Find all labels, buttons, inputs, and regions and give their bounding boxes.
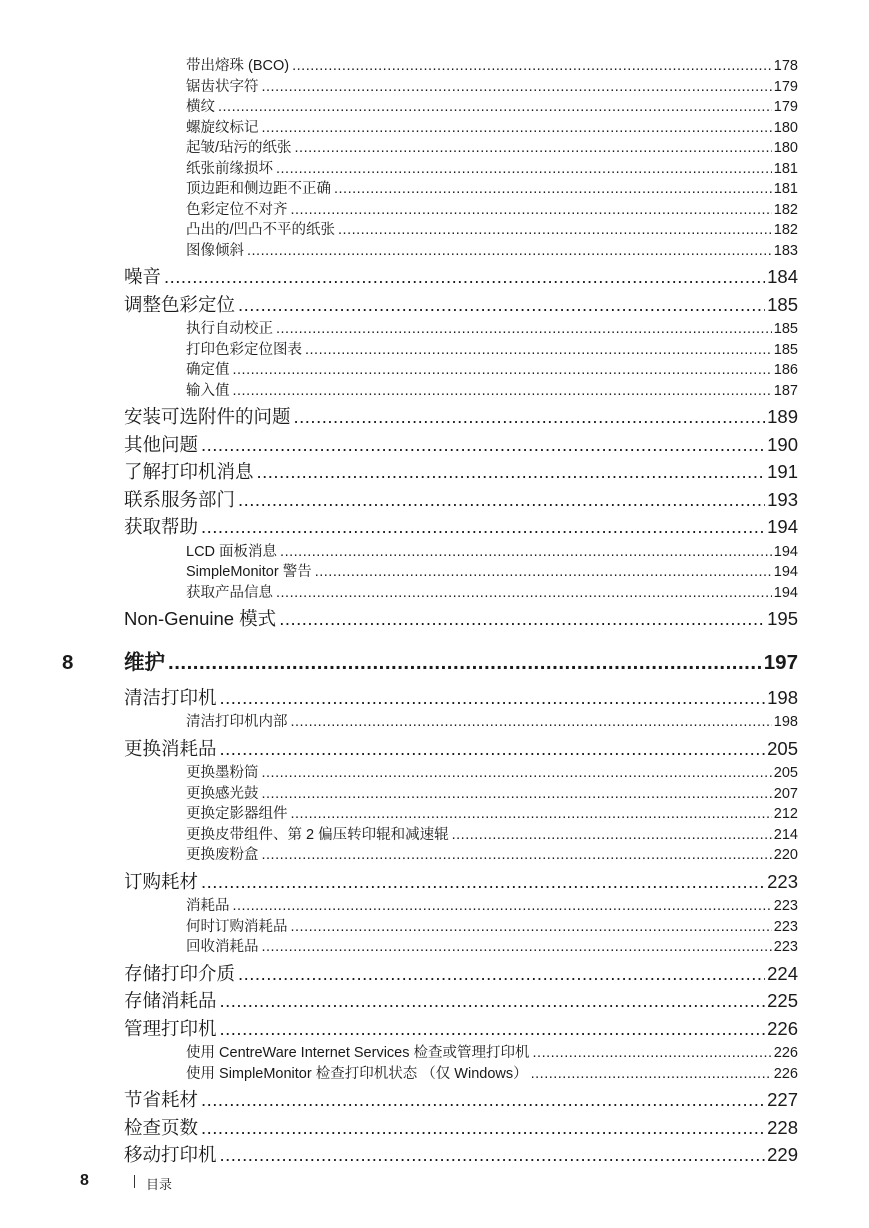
toc-entry-title: 确定值 xyxy=(186,362,230,378)
toc-entry[interactable] xyxy=(124,987,798,1015)
dot-leader xyxy=(218,97,772,118)
dot-leader xyxy=(334,179,772,200)
toc-entry[interactable] xyxy=(124,960,798,988)
dot-leader xyxy=(220,735,766,763)
toc-entry-title: 清洁打印机内部 xyxy=(186,714,288,730)
toc-entry-title: 输入值 xyxy=(186,382,230,399)
toc-entry[interactable] xyxy=(124,263,798,291)
toc-entry-page: 187 xyxy=(773,382,798,399)
toc-entry-title: 执行自动校正 xyxy=(186,321,273,337)
dot-leader xyxy=(262,937,772,958)
dot-leader xyxy=(257,458,766,486)
toc-entry[interactable] xyxy=(124,868,798,896)
toc-entry[interactable] xyxy=(124,403,798,431)
toc-entry-title: SimpleMonitor 警告 xyxy=(186,564,312,580)
toc-entry[interactable] xyxy=(186,56,798,77)
toc-entry-page: 194 xyxy=(767,516,798,537)
toc-entry-page: 185 xyxy=(773,321,798,337)
toc-entry[interactable] xyxy=(124,646,798,680)
toc-entry-title: 清洁打印机 xyxy=(124,686,217,708)
toc-entry-title: 管理打印机 xyxy=(124,1017,217,1039)
toc-entry-page: 186 xyxy=(773,362,798,378)
toc-entry-title: 更换消耗品 xyxy=(124,737,217,759)
dot-leader xyxy=(262,118,772,139)
toc-entry-title: 消耗品 xyxy=(186,898,230,914)
toc-entry-title: 维护 xyxy=(124,650,165,674)
toc-entry[interactable] xyxy=(124,458,798,486)
toc-entry-page: 190 xyxy=(767,433,798,455)
toc-entry-page: 226 xyxy=(767,1017,798,1039)
toc-entry-title: 更换感光鼓 xyxy=(186,785,259,802)
toc-entry-title: 纸张前缘损坏 xyxy=(186,160,273,177)
toc-entry-title: 存储打印介质 xyxy=(124,962,236,984)
toc-entry-title: 横纹 xyxy=(186,99,215,115)
toc-entry-title: 更换墨粉筒 xyxy=(186,765,259,781)
dot-leader xyxy=(262,763,772,784)
toc-entry-title: 带出熔珠 (BCO) xyxy=(186,58,290,74)
toc-entry[interactable] xyxy=(124,513,798,541)
toc-entry[interactable] xyxy=(186,319,798,340)
toc-entry-page: 226 xyxy=(773,1045,798,1061)
toc-entry-page: 195 xyxy=(767,608,798,629)
toc-entry[interactable] xyxy=(186,562,798,583)
toc-entry[interactable] xyxy=(186,77,798,98)
toc-entry[interactable] xyxy=(186,200,798,221)
toc-entry[interactable] xyxy=(186,937,798,958)
chapter-heading xyxy=(0,646,869,680)
toc-entry[interactable] xyxy=(186,97,798,118)
dot-leader xyxy=(276,583,772,604)
toc-entry-page: 220 xyxy=(773,847,798,863)
dot-leader xyxy=(262,845,772,866)
toc-entry[interactable] xyxy=(124,1114,798,1142)
toc-entry-page: 181 xyxy=(773,160,798,177)
toc-entry[interactable] xyxy=(186,784,798,805)
toc-entry-title: 安装可选附件的问题 xyxy=(124,406,291,427)
toc-entry[interactable] xyxy=(186,845,798,866)
toc-entry[interactable] xyxy=(186,917,798,938)
footer-divider xyxy=(134,1175,135,1188)
toc-entry[interactable] xyxy=(186,340,798,361)
toc-entry-page: 223 xyxy=(773,918,798,935)
toc-entry-title: 凸出的/凹凸不平的纸张 xyxy=(186,222,336,238)
dot-leader xyxy=(220,1015,766,1043)
toc-entry-title: 何时订购消耗品 xyxy=(186,918,288,935)
toc-entry-title: 打印色彩定位图表 xyxy=(186,341,302,358)
dot-leader xyxy=(295,138,772,159)
dot-leader xyxy=(305,340,772,361)
dot-leader xyxy=(168,646,762,680)
toc-entry-page: 181 xyxy=(773,181,798,197)
toc-entry-page: 179 xyxy=(773,99,798,115)
toc-entry-page: 225 xyxy=(767,990,798,1011)
toc-entry-page: 183 xyxy=(773,242,798,259)
dot-leader xyxy=(291,200,772,221)
toc-entry-page: 228 xyxy=(767,1116,798,1138)
dot-leader xyxy=(238,291,765,319)
dot-leader xyxy=(279,605,765,633)
dot-leader xyxy=(291,917,772,938)
dot-leader xyxy=(201,513,765,541)
toc-entry-page: 205 xyxy=(767,737,798,759)
dot-leader xyxy=(276,319,772,340)
dot-leader xyxy=(262,77,772,98)
dot-leader xyxy=(452,825,772,846)
dot-leader xyxy=(531,1064,772,1085)
toc-entry-page: 229 xyxy=(767,1144,798,1165)
toc-entry[interactable] xyxy=(124,1141,798,1169)
toc-entry-title: 更换废粉盒 xyxy=(186,847,259,863)
toc-entry-page: 182 xyxy=(773,201,798,218)
table-of-contents xyxy=(0,56,869,1169)
toc-entry[interactable] xyxy=(124,431,798,459)
toc-entry-page: 180 xyxy=(773,140,798,156)
toc-entry-page: 178 xyxy=(773,58,798,74)
toc-entry[interactable] xyxy=(124,1015,798,1043)
toc-entry-title: 更换皮带组件、第 2 偏压转印辊和减速辊 xyxy=(186,826,449,843)
dot-leader xyxy=(533,1043,772,1064)
toc-entry-title: 订购耗材 xyxy=(124,870,199,892)
toc-entry-page: 194 xyxy=(773,564,798,580)
dot-leader xyxy=(291,804,772,825)
dot-leader xyxy=(291,712,772,733)
toc-entry-title: Non-Genuine 模式 xyxy=(124,608,277,629)
toc-entry[interactable] xyxy=(186,220,798,241)
dot-leader xyxy=(220,684,766,712)
dot-leader xyxy=(247,241,772,262)
toc-entry-title: 锯齿状字符 xyxy=(186,78,259,95)
dot-leader xyxy=(276,159,772,180)
toc-entry-title: 了解打印机消息 xyxy=(124,461,254,482)
toc-entry-title: 色彩定位不对齐 xyxy=(186,201,288,218)
dot-leader xyxy=(294,403,766,431)
toc-entry[interactable] xyxy=(186,381,798,402)
toc-entry-page: 226 xyxy=(773,1065,798,1082)
toc-entry-page: 180 xyxy=(773,119,798,136)
toc-entry[interactable] xyxy=(186,241,798,262)
toc-entry-page: 194 xyxy=(773,584,798,601)
dot-leader xyxy=(201,868,765,896)
toc-entry-title: LCD 面板消息 xyxy=(186,543,278,560)
dot-leader xyxy=(315,562,772,583)
toc-entry[interactable] xyxy=(186,896,798,917)
toc-entry[interactable] xyxy=(124,486,798,514)
toc-entry-page: 207 xyxy=(773,785,798,802)
toc-entry-page: 214 xyxy=(773,826,798,843)
toc-entry-page: 205 xyxy=(773,765,798,781)
dot-leader xyxy=(233,360,772,381)
toc-entry-page: 179 xyxy=(773,78,798,95)
dot-leader xyxy=(201,1086,765,1114)
chapter-number: 8 xyxy=(62,650,74,674)
toc-entry[interactable] xyxy=(186,804,798,825)
dot-leader xyxy=(220,1141,766,1169)
toc-entry-page: 197 xyxy=(763,650,798,674)
toc-entry-page: 224 xyxy=(767,962,798,984)
toc-entry[interactable] xyxy=(186,159,798,180)
toc-entry-title: 更换定影器组件 xyxy=(186,806,288,822)
toc-entry-title: 联系服务部门 xyxy=(124,488,236,510)
toc-entry-page: 194 xyxy=(773,543,798,560)
toc-entry-title: 获取帮助 xyxy=(124,516,199,537)
footer-page-number: 8 xyxy=(80,1172,89,1189)
toc-entry-title: 存储消耗品 xyxy=(124,990,217,1011)
toc-entry-page: 191 xyxy=(767,461,798,482)
toc-entry-page: 189 xyxy=(767,406,798,427)
toc-entry-page: 198 xyxy=(767,686,798,708)
toc-entry-page: 227 xyxy=(767,1089,798,1110)
toc-entry-title: 检查页数 xyxy=(124,1116,199,1138)
toc-entry[interactable] xyxy=(186,179,798,200)
toc-entry-page: 184 xyxy=(767,266,798,287)
page-footer xyxy=(0,1170,869,1194)
dot-leader xyxy=(201,1114,765,1142)
toc-entry-title: 顶边距和侧边距不正确 xyxy=(186,181,331,197)
dot-leader xyxy=(233,381,772,402)
dot-leader xyxy=(201,431,765,459)
toc-entry[interactable] xyxy=(124,684,798,712)
toc-entry-title: 移动打印机 xyxy=(124,1144,217,1165)
dot-leader xyxy=(280,542,772,563)
dot-leader xyxy=(338,220,772,241)
toc-entry-page: 223 xyxy=(773,939,798,955)
toc-entry-title: 螺旋纹标记 xyxy=(186,119,259,136)
toc-entry[interactable] xyxy=(186,1064,798,1085)
toc-entry-title: 回收消耗品 xyxy=(186,939,259,955)
toc-entry[interactable] xyxy=(186,825,798,846)
dot-leader xyxy=(238,486,765,514)
toc-entry-title: 起皱/玷污的纸张 xyxy=(186,140,292,156)
dot-leader xyxy=(262,784,772,805)
toc-entry-page: 193 xyxy=(767,488,798,510)
toc-entry[interactable] xyxy=(186,583,798,604)
toc-entry-title: 使用 SimpleMonitor 检查打印机状态 （仅 Windows） xyxy=(186,1065,528,1082)
toc-entry[interactable] xyxy=(124,1086,798,1114)
toc-entry-title: 节省耗材 xyxy=(124,1089,199,1110)
toc-entry-page: 182 xyxy=(773,222,798,238)
toc-entry[interactable] xyxy=(186,1043,798,1064)
toc-entry-page: 212 xyxy=(773,806,798,822)
toc-entry[interactable] xyxy=(186,118,798,139)
toc-entry-page: 185 xyxy=(767,293,798,315)
dot-leader xyxy=(220,987,766,1015)
toc-entry[interactable] xyxy=(186,138,798,159)
toc-entry[interactable] xyxy=(186,763,798,784)
toc-entry-title: 使用 CentreWare Internet Services 检查或管理打印机 xyxy=(186,1045,530,1061)
toc-entry-title: 噪音 xyxy=(124,266,162,287)
dot-leader xyxy=(238,960,765,988)
toc-entry[interactable] xyxy=(186,360,798,381)
toc-entry-page: 223 xyxy=(773,898,798,914)
toc-entry-page: 198 xyxy=(773,714,798,730)
toc-entry[interactable] xyxy=(124,605,798,633)
toc-entry-title: 图像倾斜 xyxy=(186,242,244,259)
toc-entry-page: 223 xyxy=(767,870,798,892)
toc-entry[interactable] xyxy=(124,735,798,763)
dot-leader xyxy=(233,896,772,917)
toc-entry[interactable] xyxy=(186,542,798,563)
footer-section-label: 目录 xyxy=(146,1177,173,1192)
dot-leader xyxy=(292,56,772,77)
toc-entry-title: 其他问题 xyxy=(124,433,199,455)
toc-entry-title: 调整色彩定位 xyxy=(124,293,236,315)
toc-entry[interactable] xyxy=(186,712,798,733)
dot-leader xyxy=(164,263,765,291)
toc-entry-page: 185 xyxy=(773,341,798,358)
toc-entry[interactable] xyxy=(124,291,798,319)
toc-entry-title: 获取产品信息 xyxy=(186,584,273,601)
